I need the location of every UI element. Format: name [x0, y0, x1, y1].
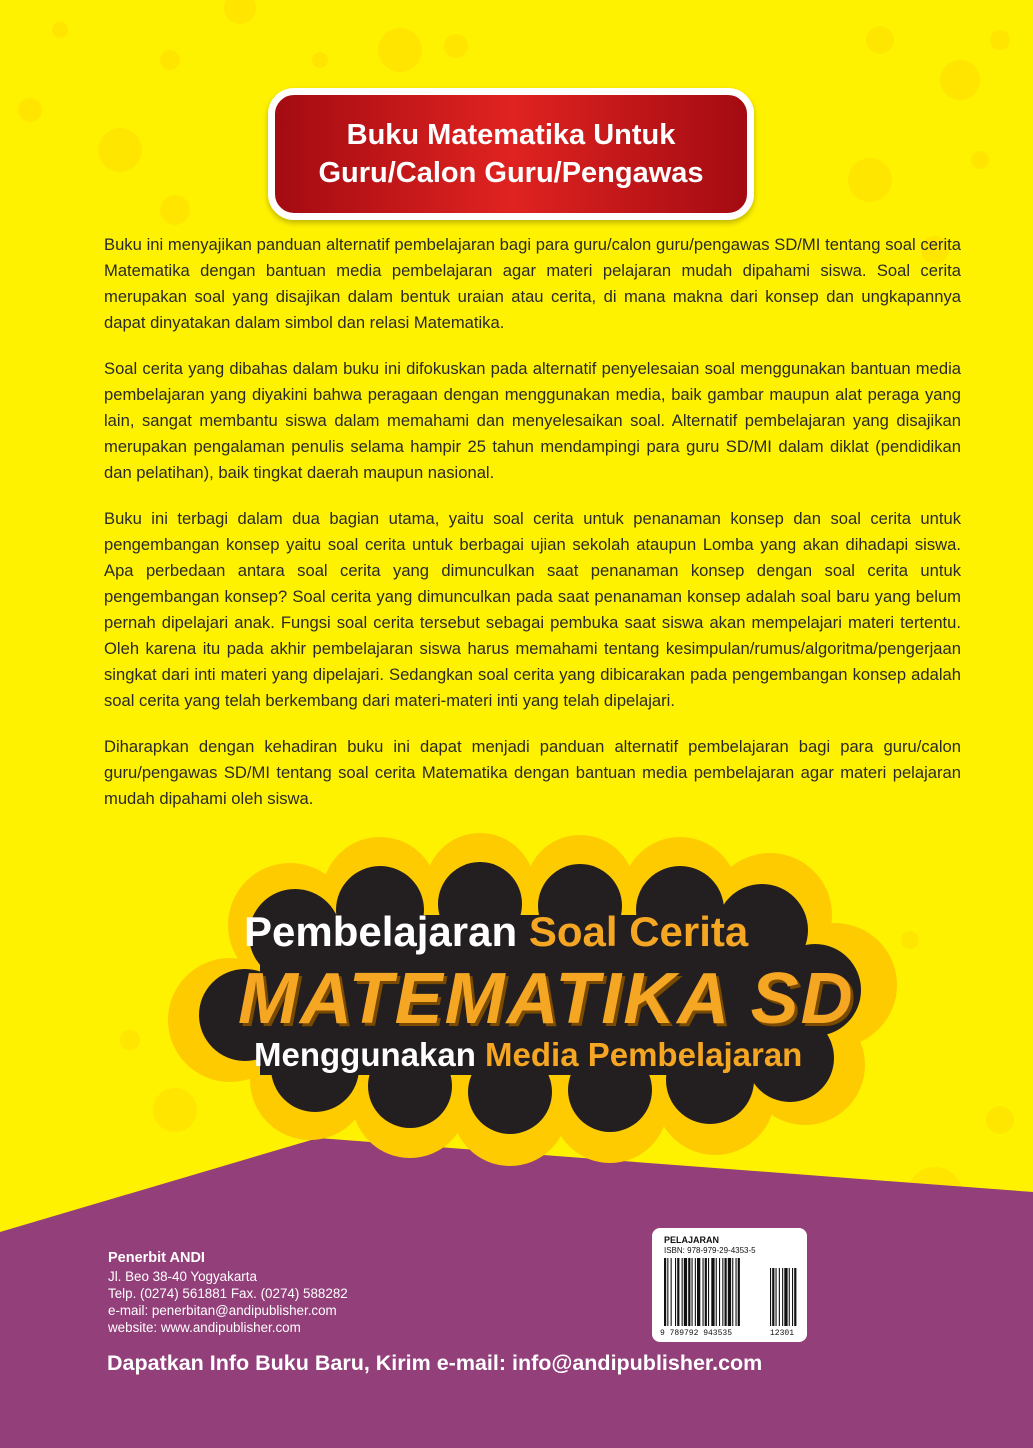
title-line-3 — [254, 1036, 802, 1074]
publisher-email: e-mail: penerbitan@andipublisher.com — [108, 1303, 337, 1318]
blurb-paragraph-4: Diharapkan dengan kehadiran buku ini dapat menjadi panduan alternatif pembelajaran bagi para guru/calon guru/pengawas SD/MI tentang soal cerita Matematika dengan bantuan media pembelajaran agar materi pelajaran mudah dipahami oleh siswa. — [104, 737, 961, 808]
barcode-category: PELAJARAN — [664, 1235, 720, 1245]
barcode-icon — [662, 1258, 800, 1330]
title-line-3-white: Menggunakan — [254, 1036, 476, 1073]
title-line-1-white: Pembelajaran — [244, 908, 518, 955]
title-line-1-yellow: Soal Cerita — [528, 908, 749, 955]
publisher-info — [108, 1250, 348, 1336]
title-line-3-yellow: Media Pembelajaran — [485, 1036, 803, 1073]
blurb-paragraph-3: Buku ini terbagi dalam dua bagian utama, yaitu soal cerita untuk penanaman konsep dan soal cerita untuk pengembangan konsep yaitu soal cerita untuk berbagai ujian sekolah ataupun Lomba yang akan dihadapi siswa. Apa perbedaan antara soal cerita yang dimunculkan saat penanaman konsep dengan soal cerita untuk pengembangan konsep? Soal cerita yang dimunculkan pada saat penanaman konsep adalah soal baru yang belum pernah dipelajari anak. Fungsi soal cerita tersebut sebagai pembuka saat siswa akan mempelajari materi tertentu. Oleh karena itu pada akhir pembelajaran siswa harus memahami tentang kesimpulan/rumus/algoritma/pengerjaan singkat dari inti materi yang dipelajari. Sedangkan soal cerita yang dibicarakan pada pengembangan konsep adalah soal cerita yang telah berkembang dari materi-materi inti yang telah dipelajari. — [104, 509, 961, 710]
publisher-name: Penerbit ANDI — [108, 1250, 205, 1266]
barcode-digits-addon: 12301 — [770, 1329, 795, 1338]
blurb-paragraph-2: Soal cerita yang dibahas dalam buku ini difokuskan pada alternatif penyelesaian soal menggunakan bantuan media pembelajaran yang diyakini bahwa peragaan dengan menggunakan media, baik gambar maupun alat peraga yang lain, sangat membantu siswa dalam memahami dan menyelesaikan soal. Alternatif pembelajaran yang disajikan merupakan pengalaman penulis selama hampir 25 tahun mendampingi para guru SD/MI dalam diklat (pendidikan dan pelatihan), baik tingkat daerah maupun nasional. — [104, 359, 961, 482]
publisher-website: website: www.andipublisher.com — [108, 1320, 301, 1335]
header-line-1: Buku Matematika Untuk — [346, 119, 676, 151]
publisher-phone: Telp. (0274) 561881 Fax. (0274) 588282 — [108, 1286, 348, 1301]
footer-promo: Dapatkan Info Buku Baru, Kirim e-mail: info@andipublisher.com — [107, 1351, 763, 1375]
publisher-address: Jl. Beo 38-40 Yogyakarta — [108, 1269, 257, 1284]
barcode-digits-main: 9 789792 943535 — [660, 1329, 733, 1338]
barcode-isbn: ISBN: 978-979-29-4353-5 — [664, 1246, 756, 1255]
isbn-barcode-box — [652, 1228, 807, 1342]
title-line-2: MATEMATIKA SD — [238, 959, 855, 1039]
blurb-paragraph-1: Buku ini menyajikan panduan alternatif pembelajaran bagi para guru/calon guru/pengawas SD/MI tentang soal cerita Matematika dengan bantuan media pembelajaran agar materi pelajaran mudah dipahami siswa. Soal cerita merupakan soal yang disajikan dalam bentuk uraian atau cerita, di mana makna dari konsep dan ungkapannya dapat dinyatakan dalam simbol dan relasi Matematika. — [104, 235, 961, 332]
title-line-1 — [244, 908, 748, 956]
header-line-2: Guru/Calon Guru/Pengawas — [318, 157, 704, 189]
